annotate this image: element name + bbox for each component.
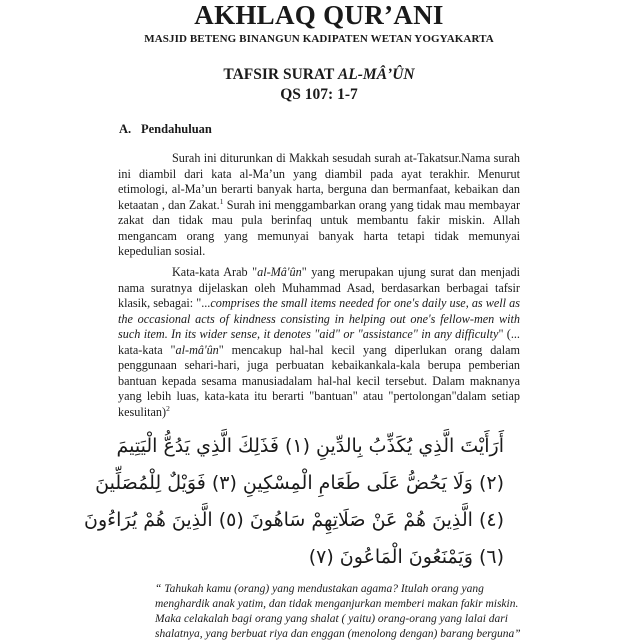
paragraph2-text-c: " (... kata-kata " [118,327,520,357]
paragraph2-italic-a: al-Mâ'ûn [257,265,302,279]
tafsir-surah-name: AL-MÂ’ÛN [337,66,415,83]
verse-translation: “ Tahukah kamu (orang) yang mendustakan agama? Itulah orang yang menghardik anak yatim, dan tidak menganjurkan memberi makan fakir miskin. Maka celakalah bagi orang yang shalat ( yaitu) orang-orang yang lalai dari shalatnya, yang berbuat riya dan enggan (menolong dengan) barang berguna” [155,583,521,640]
document-title: AKHLAQ QUR’ANI [194,0,444,30]
paragraph1-text-a: Surah ini diturunkan di Makkah sesudah surah at-Takatsur.Nama surah ini diambil dari kata al-Ma’un yang diambil pada ayat terakhir. Menurut etimologi, al-Ma’un berarti banyak harta, berguna dan bermanfaat, kebaikan dan ketaatan , dan Zakat. [118,151,520,212]
paragraph-introduction [118,151,520,260]
arabic-line-4: (٦) وَيَمْنَعُونَ الْمَاعُونَ (٧) [308,546,504,568]
paragraph2-text-b: " yang merupakan ujung surat dan menjadi nama suratnya dijelaskan oleh Muhammad Asad, berdasarkan berbagai tafsir klasik, sebagai: "... [118,265,520,310]
paragraph-definition [118,265,520,420]
arabic-line-3: (٤) الَّذِينَ هُمْ عَنْ صَلَاتِهِمْ سَاهُونَ (٥) الَّذِينَ هُمْ يُرَاءُونَ [84,509,504,531]
section-title: Pendahuluan [141,122,212,136]
paragraph2-italic-c: al-mâ'ûn [175,342,219,357]
section-number: A. [119,122,132,136]
tafsir-title [0,66,638,84]
footnote-marker-1: 1 [219,196,224,206]
document-subtitle: MASJID BETENG BINANGUN KADIPATEN WETAN YOGYAKARTA [144,33,494,45]
paragraph1-text-b: Surah ini menggambarkan orang yang tidak mau membayar zakat dan tidak mau pula berinfaq untuk membantu fakir miskin. Allah mengancam orang yang memunyai banyak harta tetapi tidak memunyai kepedulian sosial. [118,197,521,258]
tafsir-prefix: TAFSIR SURAT [223,66,338,83]
section-heading [119,122,212,137]
verse-reference: QS 107: 1-7 [280,86,358,103]
paragraph2-quote-english: comprises the small items needed for one's daily use, as well as the occasional acts of kindness consisting in helping out one's fellow-men with such item. In its wider sense, it denotes "aid" or "assistance" in any difficulty [118,296,520,341]
arabic-line-1: أَرَأَيْتَ الَّذِي يُكَذِّبُ بِالدِّينِ (١) فَذَلِكَ الَّذِي يَدُعُّ الْيَتِيمَ [116,435,504,457]
footnote-marker-2: 2 [166,403,170,413]
paragraph2-text-a: Kata-kata Arab " [172,265,258,279]
arabic-verses [84,428,504,576]
paragraph2-text-d: " mencakup hal-hal kecil yang diperlukan orang dalam penggunaan sehari-hari, juga perbuatan kebaikankala-kala berupa pemberian bantuan kepada sesama manusiadalam hal-hal kecil tersebut. Dalam maknanya yang lebih luas, kata-kata itu berarti "bantuan" atau "pertolongan"dalam setiap kesulitan) [118,342,520,419]
arabic-line-2: (٢) وَلَا يَحُضُّ عَلَى طَعَامِ الْمِسْكِينِ (٣) فَوَيْلٌ لِلْمُصَلِّينَ [95,472,504,494]
